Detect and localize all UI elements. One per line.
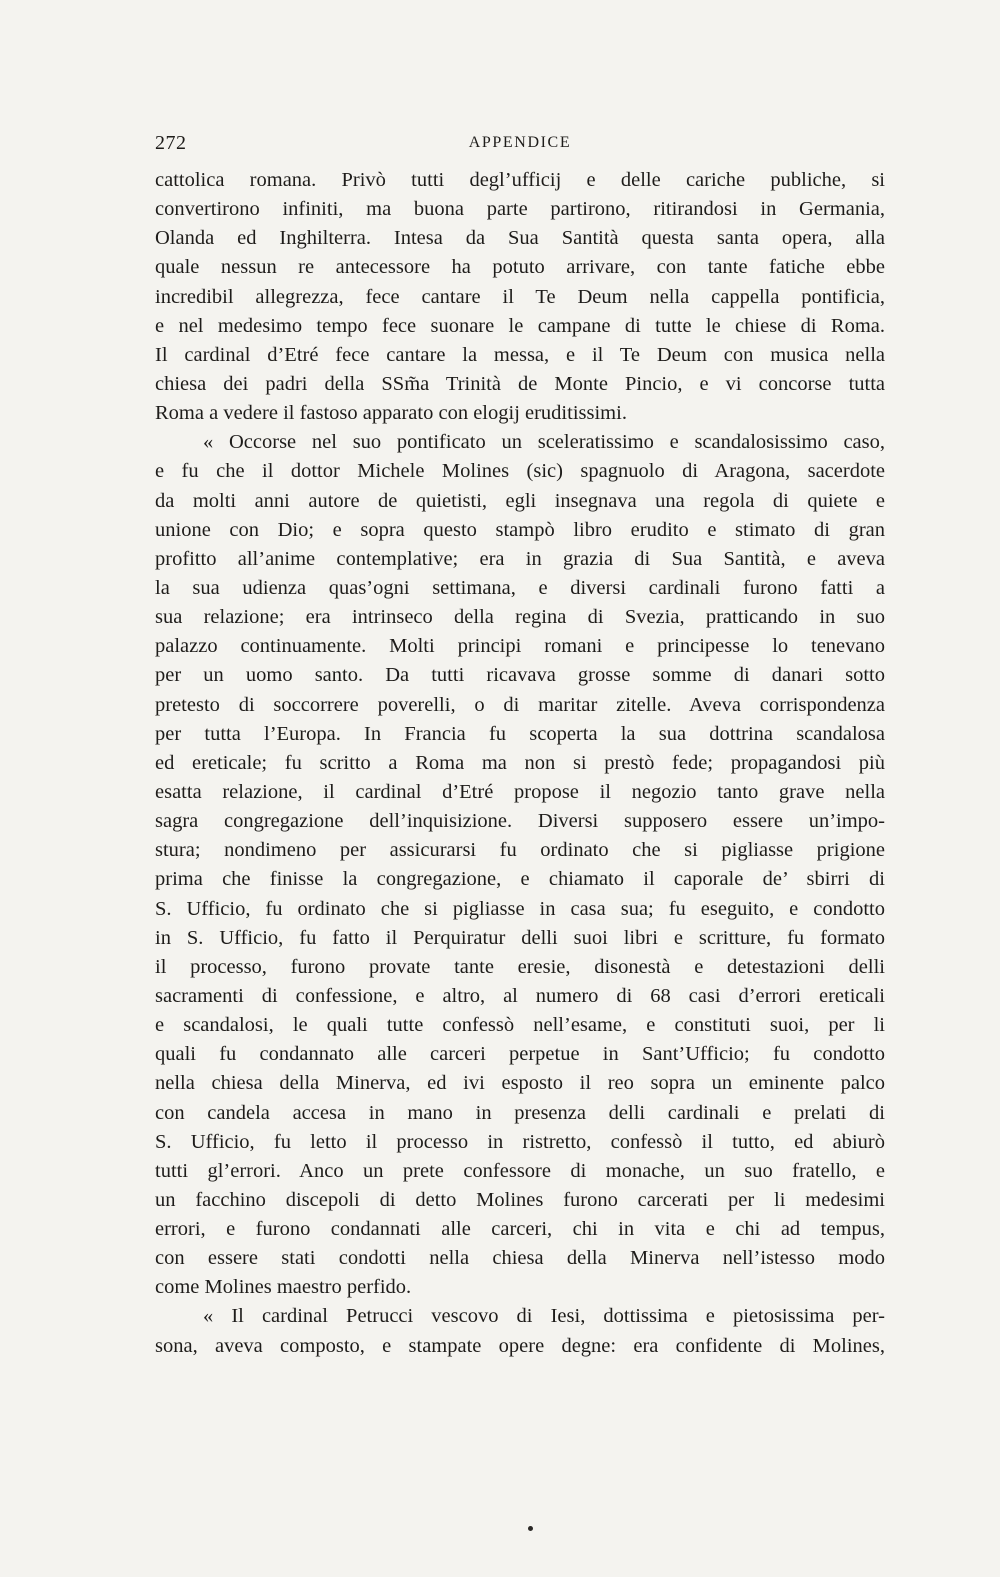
text-line: Olanda ed Inghilterra. Intesa da Sua Santità questa santa opera, alla [155, 227, 885, 250]
text-line: nella chiesa della Minerva, ed ivi esposto il reo sopra un eminente palco [155, 1072, 885, 1095]
text-line: incredibil allegrezza, fece cantare il Te Deum nella cappella pontificia, [155, 285, 885, 308]
text-line: « Il cardinal Petrucci vescovo di Iesi, dottissima e pietosissima per- [203, 1305, 885, 1328]
text-line: sacramenti di confessione, e altro, al numero di 68 casi d’errori ereticali [155, 984, 885, 1007]
text-line: per tutta l’Europa. In Francia fu scoperta la sua dottrina scandalosa [155, 722, 885, 745]
text-line: ed ereticale; fu scritto a Roma ma non si prestò fede; propagandosi più [155, 751, 885, 774]
running-head [155, 132, 885, 156]
text-line: errori, e furono condannati alle carceri, chi in vita e chi ad tempus, [155, 1218, 885, 1241]
text-line: sua relazione; era intrinseco della regina di Svezia, pratticando in suo [155, 606, 885, 629]
text-line: « Occorse nel suo pontificato un sceleratissimo e scandalosissimo caso, [203, 431, 885, 454]
text-line: con essere stati condotti nella chiesa della Minerva nell’istesso modo [155, 1247, 885, 1270]
text-line: e scandalosi, le quali tutte confessò nell’esame, e constituti suoi, per li [155, 1014, 885, 1037]
text-line: stura; nondimeno per assicurarsi fu ordinato che si pigliasse prigione [155, 839, 885, 862]
text-line: tutti gl’errori. Anco un prete confessore di monache, un suo fratello, e [155, 1159, 885, 1182]
text-line: chiesa dei padri della SSm̃a Trinità de Monte Pincio, e vi concorse tutta [155, 372, 885, 395]
text-line: cattolica romana. Privò tutti degl’ufficij e delle cariche publiche, si [155, 169, 885, 191]
text-line: sona, aveva composto, e stampate opere degne: era confidente di Molines, [155, 1334, 885, 1357]
body-text [155, 166, 885, 1361]
text-line: pretesto di soccorrere poverelli, o di maritar zitelle. Aveva corrispondenza [155, 693, 885, 716]
text-line: e fu che il dottor Michele Molines (sic) spagnuolo di Aragona, sacerdote [155, 460, 885, 483]
text-line: palazzo continuamente. Molti principi romani e principesse lo tenevano [155, 635, 885, 658]
text-line: per un uomo santo. Da tutti ricavava grosse somme di danari sotto [155, 664, 885, 687]
text-line: sagra congregazione dell’inquisizione. Diversi supposero essere un’impo- [155, 810, 885, 833]
text-line: prima che finisse la congregazione, e chiamato il caporale de’ sbirri di [155, 868, 885, 891]
text-line: convertirono infiniti, ma buona parte partirono, ritirandosi in Germania, [155, 198, 885, 221]
text-line: la sua udienza quas’ogni settimana, e diversi cardinali furono fatti a [155, 576, 885, 599]
text-line: in S. Ufficio, fu fatto il Perquiratur delli suoi libri e scritture, fu formato [155, 926, 885, 949]
text-line: Il cardinal d’Etré fece cantare la messa, e il Te Deum con musica nella [155, 343, 885, 366]
text-line: quali fu condannato alle carceri perpetue in Sant’Ufficio; fu condotto [155, 1043, 885, 1066]
text-line: come Molines maestro perfido. [155, 1276, 412, 1299]
text-line: con candela accesa in mano in presenza delli cardinali e prelati di [155, 1101, 885, 1124]
page-number: 272 [155, 132, 187, 154]
text-line: esatta relazione, il cardinal d’Etré propose il negozio tanto grave nella [155, 780, 885, 803]
text-line: S. Ufficio, fu ordinato che si pigliasse in casa sua; fu eseguito, e condotto [155, 897, 885, 920]
text-line: da molti anni autore de quietisti, egli insegnava una regola di quiete e [155, 489, 885, 512]
text-line: un facchino discepoli di detto Molines furono carcerati per li medesimi [155, 1188, 885, 1211]
text-line: profitto all’anime contemplative; era in grazia di Sua Santità, e aveva [155, 547, 885, 570]
text-line: S. Ufficio, fu letto il processo in ristretto, confessò il tutto, ed abiurò [155, 1130, 885, 1153]
ink-dot [528, 1526, 533, 1531]
text-line: il processo, furono provate tante eresie, disonestà e detestazioni delli [155, 955, 885, 978]
text-line: unione con Dio; e sopra questo stampò libro erudito e stimato di gran [155, 518, 885, 541]
text-line: Roma a vedere il fastoso apparato con elogij eruditissimi. [155, 402, 627, 425]
text-line: quale nessun re antecessore ha potuto arrivare, con tante fatiche ebbe [155, 256, 885, 279]
text-line: e nel medesimo tempo fece suonare le campane di tutte le chiese di Roma. [155, 314, 885, 337]
running-title: APPENDICE [468, 134, 572, 151]
